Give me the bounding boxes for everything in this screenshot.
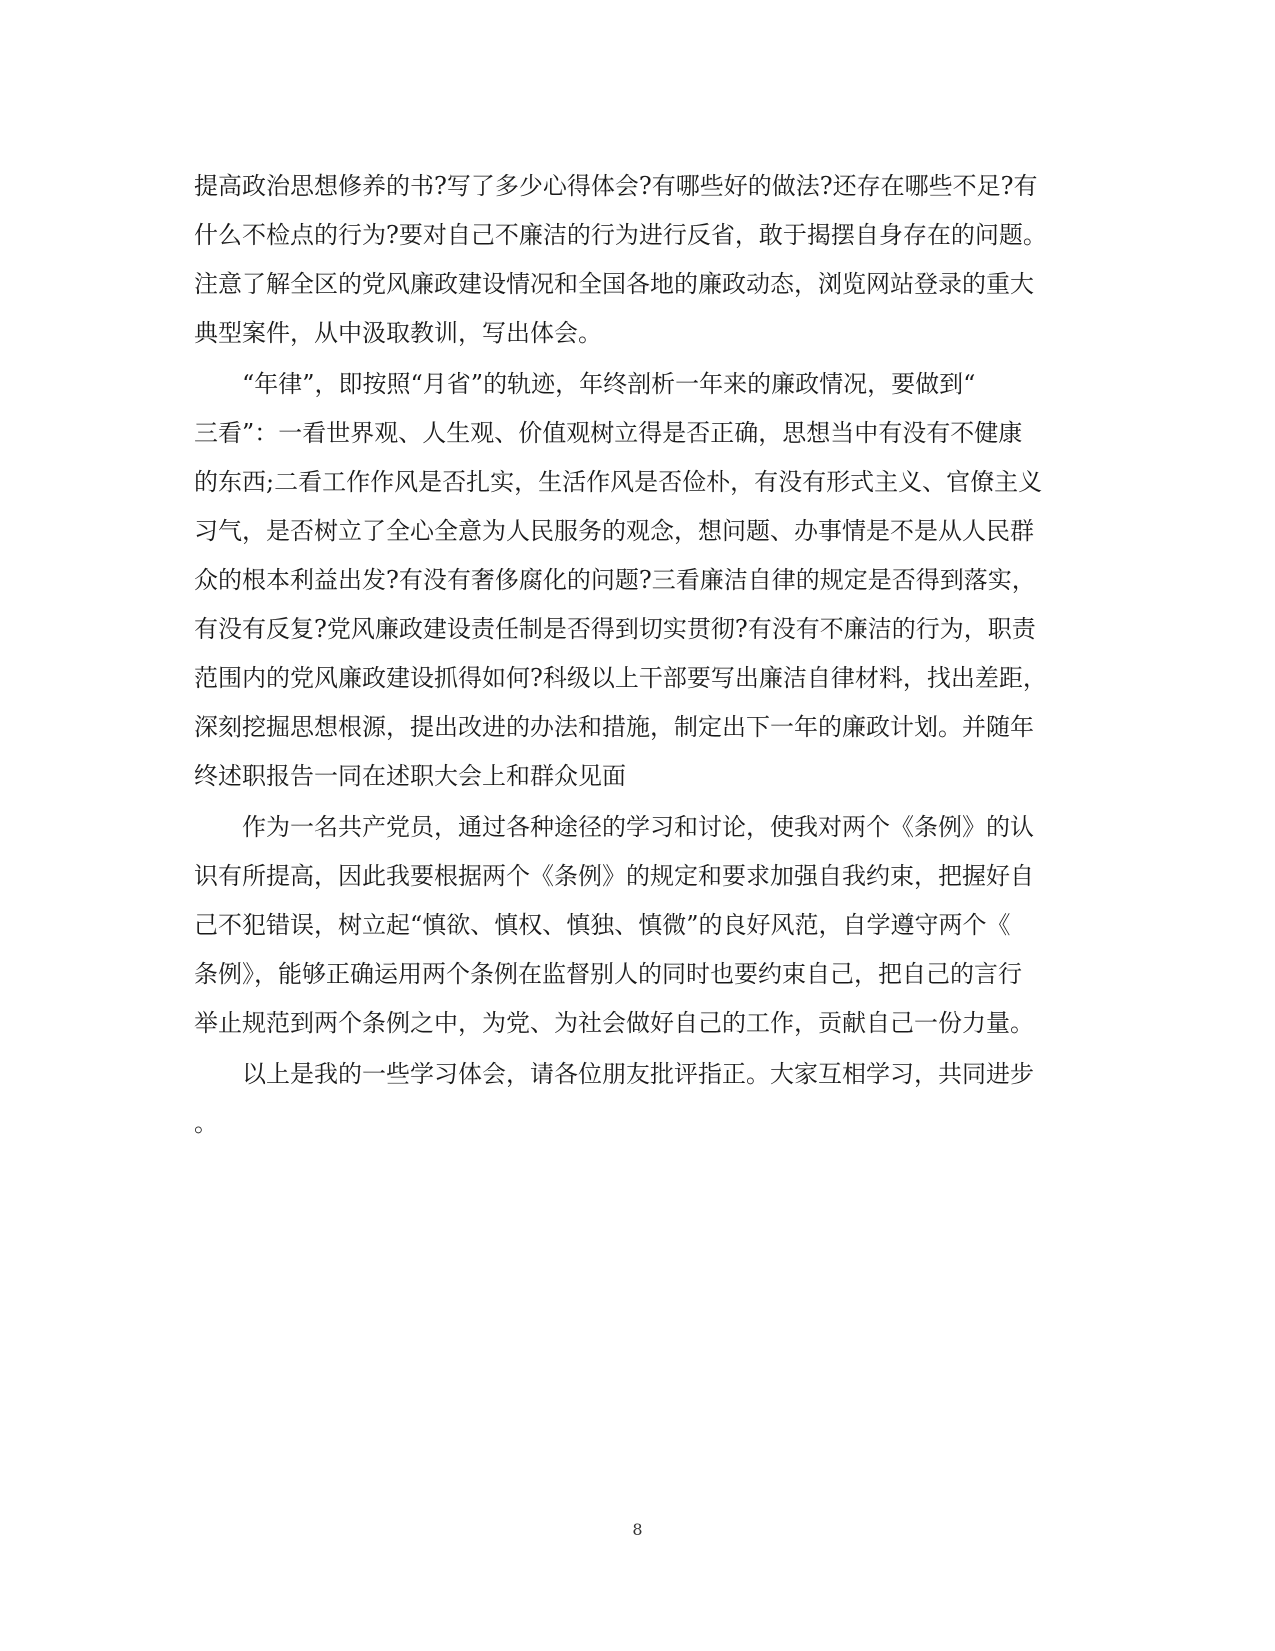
text-line: 终述职报告一同在述职大会上和群众见面 bbox=[194, 762, 626, 790]
text-line: 注意了解全区的党风廉政建设情况和全国各地的廉政动态，浏览网站登录的重大 bbox=[194, 270, 1034, 298]
text-line: 习气，是否树立了全心全意为人民服务的观念，想问题、办事情是不是从人民群 bbox=[194, 517, 1034, 545]
page-number: 8 bbox=[632, 1520, 643, 1539]
text-line: 提高政治思想修养的书?写了多少心得体会?有哪些好的做法?还存在哪些不足?有 bbox=[194, 172, 1038, 200]
text-line: 什么不检点的行为?要对自己不廉洁的行为进行反省，敢于揭摆自身存在的问题。 bbox=[194, 221, 1047, 249]
text-line: 举止规范到两个条例之中，为党、为社会做好自己的工作，贡献自己一份力量。 bbox=[194, 1009, 1034, 1037]
text-line: 识有所提高，因此我要根据两个《条例》的规定和要求加强自我约束，把握好自 bbox=[194, 862, 1034, 890]
text-line: 三看”：一看世界观、人生观、价值观树立得是否正确，思想当中有没有不健康 bbox=[194, 419, 1023, 447]
document-body bbox=[194, 162, 1074, 1148]
text-line: 深刻挖掘思想根源，提出改进的办法和措施，制定出下一年的廉政计划。并随年 bbox=[194, 713, 1034, 741]
text-line: 有没有反复?党风廉政建设责任制是否得到切实贯彻?有没有不廉洁的行为，职责 bbox=[194, 615, 1036, 643]
text-line: 以上是我的一些学习体会，请各位朋友批评指正。大家互相学习，共同进步 bbox=[194, 1060, 1034, 1088]
text-line: 的东西;二看工作作风是否扎实，生活作风是否俭朴，有没有形式主义、官僚主义 bbox=[194, 468, 1043, 496]
text-line: 典型案件，从中汲取教训，写出体会。 bbox=[194, 319, 602, 347]
text-line: “年律”，即按照“月省”的轨迹，年终剖析一年来的廉政情况，要做到“ bbox=[194, 370, 976, 398]
text-line: 条例》，能够正确运用两个条例在监督别人的同时也要约束自己，把自己的言行 bbox=[194, 960, 1022, 988]
text-line: 范围内的党风廉政建设抓得如何?科级以上干部要写出廉洁自律材料，找出差距， bbox=[194, 664, 1047, 692]
text-line: 。 bbox=[194, 1109, 218, 1137]
text-line: 众的根本利益出发?有没有奢侈腐化的问题?三看廉洁自律的规定是否得到落实， bbox=[194, 566, 1036, 594]
text-line: 己不犯错误，树立起“慎欲、慎权、慎独、慎微”的良好风范，自学遵守两个《 bbox=[194, 911, 1011, 939]
text-line: 作为一名共产党员，通过各种途径的学习和讨论，使我对两个《条例》的认 bbox=[194, 813, 1034, 841]
